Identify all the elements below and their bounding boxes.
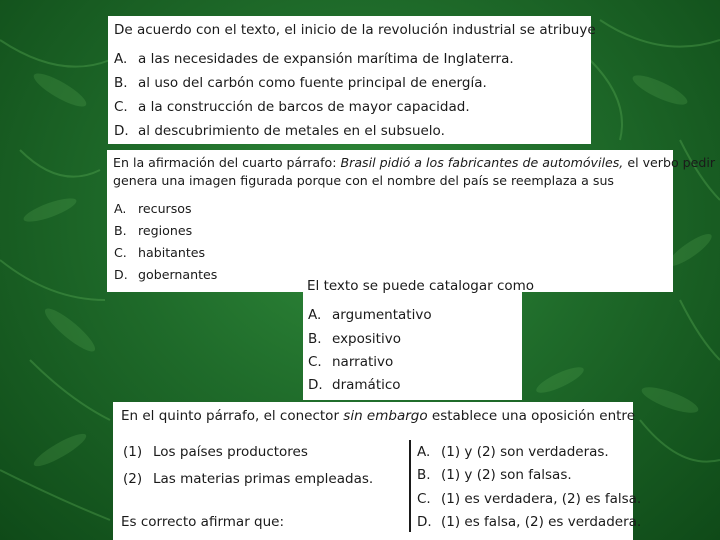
question-2-stem <box>113 157 715 170</box>
statement-1 <box>123 446 308 460</box>
question-4-stem-end: establece una oposición entre <box>427 408 635 424</box>
statement-label: (1) <box>123 444 143 460</box>
option-a[interactable] <box>114 203 192 216</box>
option-b[interactable] <box>114 77 487 91</box>
option-a[interactable] <box>417 446 609 460</box>
option-text: (1) es falsa, (2) es verdadera. <box>441 514 642 530</box>
option-text: (1) y (2) son verdaderas. <box>441 444 609 460</box>
question-2-stem-start: En la afirmación del cuarto párrafo: <box>113 155 341 170</box>
option-d[interactable] <box>114 125 445 139</box>
option-text: expositivo <box>332 331 401 347</box>
option-letter: B. <box>114 223 127 238</box>
question-2-stem-line2: genera una imagen figurada porque con el nombre del país se reemplaza a sus <box>113 173 614 188</box>
question-3-stem: El texto se puede catalogar como <box>307 278 535 294</box>
question-2-quote: Brasil pidió a los fabricantes de automóviles, <box>340 155 624 170</box>
option-text: argumentativo <box>332 307 432 323</box>
option-letter: A. <box>417 444 431 460</box>
option-text: (1) es verdadera, (2) es falsa. <box>441 491 642 507</box>
option-b[interactable] <box>417 469 572 483</box>
question-card-2 <box>107 150 716 292</box>
question-1-stem: De acuerdo con el texto, el inicio de la revolución industrial se atribuye <box>114 22 596 38</box>
option-letter: B. <box>114 75 128 91</box>
statement-label: (2) <box>123 471 143 487</box>
question-4-stem <box>121 410 635 424</box>
question-4-connector: sin embargo <box>343 408 428 424</box>
option-letter: D. <box>114 123 129 139</box>
option-letter: B. <box>417 467 431 483</box>
option-text: regiones <box>138 223 193 238</box>
question-card-1 <box>108 16 596 144</box>
statement-text: Los países productores <box>153 444 308 460</box>
option-letter: C. <box>308 354 322 370</box>
option-text: recursos <box>138 201 192 216</box>
option-a[interactable] <box>308 309 432 323</box>
option-letter: D. <box>417 514 432 530</box>
option-letter: B. <box>308 331 322 347</box>
option-a[interactable] <box>114 53 514 67</box>
question-4-prompt: Es correcto afirmar que: <box>121 514 285 530</box>
option-text: al descubrimiento de metales en el subsuelo. <box>138 123 445 139</box>
option-letter: C. <box>114 99 128 115</box>
option-b[interactable] <box>114 225 192 238</box>
option-c[interactable] <box>114 247 205 260</box>
option-d[interactable] <box>417 516 641 530</box>
statement-text: Las materias primas empleadas. <box>153 471 374 487</box>
question-2-stem-end: el verbo pedir <box>623 155 716 170</box>
option-letter: A. <box>114 51 128 67</box>
question-4-stem-start: En el quinto párrafo, el conector <box>121 408 344 424</box>
option-letter: C. <box>417 491 431 507</box>
option-text: dramático <box>332 377 401 393</box>
option-text: a la construcción de barcos de mayor capacidad. <box>138 99 470 115</box>
statement-2 <box>123 473 373 487</box>
option-d[interactable] <box>308 379 401 393</box>
option-c[interactable] <box>114 101 470 115</box>
option-b[interactable] <box>308 333 401 347</box>
question-card-4 <box>113 402 642 540</box>
option-c[interactable] <box>308 356 393 370</box>
option-c[interactable] <box>417 493 641 507</box>
option-text: a las necesidades de expansión marítima de Inglaterra. <box>138 51 514 67</box>
question-card-3 <box>303 272 535 400</box>
option-text: gobernantes <box>138 267 218 282</box>
option-letter: D. <box>308 377 323 393</box>
option-text: habitantes <box>138 245 206 260</box>
option-letter: A. <box>114 201 127 216</box>
option-text: narrativo <box>332 354 394 370</box>
option-d[interactable] <box>114 269 217 282</box>
option-letter: D. <box>114 267 128 282</box>
option-text: al uso del carbón como fuente principal de energía. <box>138 75 487 91</box>
divider <box>409 440 411 532</box>
option-text: (1) y (2) son falsas. <box>441 467 572 483</box>
option-letter: C. <box>114 245 127 260</box>
option-letter: A. <box>308 307 322 323</box>
